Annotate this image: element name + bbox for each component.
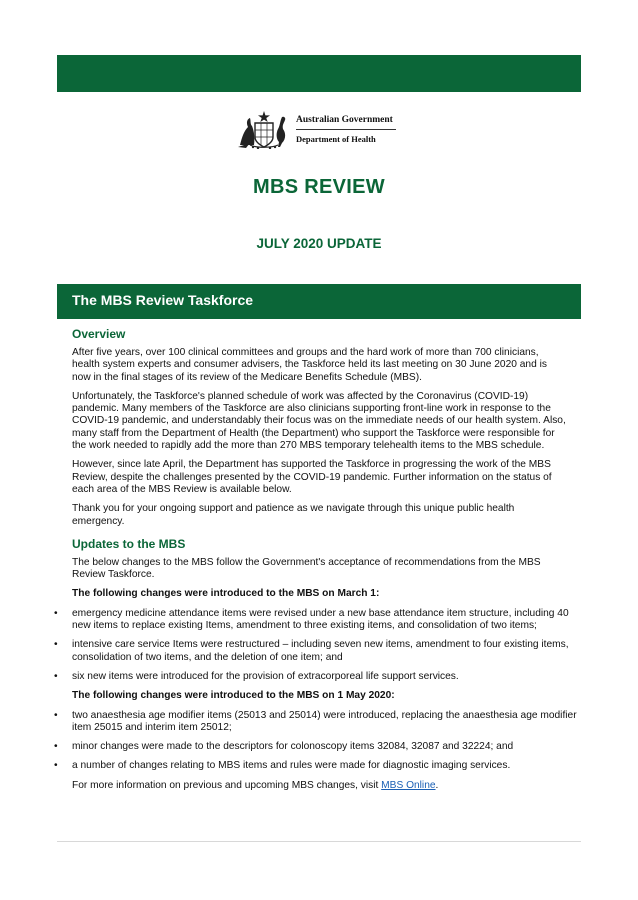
page-subtitle: JULY 2020 UPDATE: [256, 236, 382, 251]
logo-divider: [296, 129, 396, 130]
may-changes-lead: The following changes were introduced to the MBS on 1 May 2020:: [72, 690, 395, 702]
list-item-text: a number of changes relating to MBS items and rules were made for diagnostic imaging services.: [72, 760, 511, 772]
updates-heading: Updates to the MBS: [72, 536, 186, 551]
list-item-text: minor changes were made to the descriptors for colonoscopy items 32084, 32087 and 32224; and: [72, 741, 514, 753]
overview-paragraph: Thank you for your ongoing support and patience as we navigate through this unique public health emergency.: [72, 503, 515, 527]
list-item-text: intensive care service Items were restructured – including seven new items, amendment to four existing items, consolidation of two items, and the deletion of one item; and: [72, 639, 569, 663]
overview-heading: Overview: [72, 327, 126, 341]
government-name: Australian Government: [296, 115, 393, 125]
list-item: [54, 710, 586, 735]
section-title: The MBS Review Taskforce: [72, 292, 254, 308]
coat-of-arms-icon: [236, 107, 292, 149]
list-item-text: emergency medicine attendance items were revised under a new base attendance item structure, including 40 new items to replace existing Items, amendment to three existing items, and consolidation of two items;: [72, 607, 569, 632]
march-changes-lead: The following changes were introduced to the MBS on March 1:: [72, 588, 380, 600]
bullet: •: [54, 709, 58, 721]
overview-paragraph: Unfortunately, the Taskforce's planned schedule of work was affected by the Coronavirus (COVID-19) pandemic. Many members of the Taskforce are also clinicians supporting front-line work in response to the COVID-19 pandemic, and understandably their focus was on the immediate needs of our health system. Also, many staff from the Department of Health (the Department) who support the Taskforce were responsible for the work needed to rapidly add the more than 270 MBS temporary telehealth items to the MBS schedule.: [72, 390, 566, 452]
list-item: [54, 639, 586, 664]
list-item: [54, 760, 586, 772]
mbs-online-link[interactable]: MBS Online: [381, 779, 436, 791]
government-logo: [236, 107, 406, 149]
department-name: Department of Health: [296, 134, 376, 144]
section-header: [57, 284, 581, 319]
more-info-end: .: [435, 779, 439, 791]
bullet: •: [54, 607, 58, 619]
footer-divider: [57, 841, 581, 842]
article-body: [54, 327, 577, 799]
more-info-text: For more information on previous and upcoming MBS changes, visit: [72, 779, 382, 791]
header-banner: [57, 55, 581, 92]
list-item-text: two anaesthesia age modifier items (25013 and 25014) were introduced, replacing the anaesthesia age modifier item 25015 and interim item 25012;: [72, 709, 577, 733]
bullet: •: [54, 670, 58, 682]
march-changes-list: [54, 607, 569, 683]
bullet: •: [54, 760, 58, 772]
overview-paragraph: However, since late April, the Department has supported the Taskforce in progressing the work of the MBS Review, despite the challenges presented by the COVID-19 pandemic. Further information on the status of each area of the MBS Review is available below.: [72, 459, 552, 495]
bullet: •: [54, 639, 58, 651]
list-item: [54, 741, 586, 753]
overview-paragraph: After five years, over 100 clinical committees and groups and the hard work of more than 700 clinicians, health system experts and consumer advisers, the Taskforce held its last meeting on 30 June 2020 and is now in the final stages of its review of the Medicare Benefits Schedule (MBS).: [72, 347, 547, 383]
updates-intro: The below changes to the MBS follow the Government's acceptance of recommendations from the MBS Review Taskforce.: [72, 556, 541, 581]
bullet: •: [54, 741, 58, 753]
more-info-paragraph: [72, 780, 568, 792]
page-title: MBS REVIEW: [253, 176, 385, 198]
may-changes-list: [54, 709, 577, 773]
list-item: [54, 608, 586, 633]
list-item-text: six new items were introduced for the provision of extracorporeal life support services.: [72, 670, 459, 682]
list-item: [54, 671, 586, 683]
